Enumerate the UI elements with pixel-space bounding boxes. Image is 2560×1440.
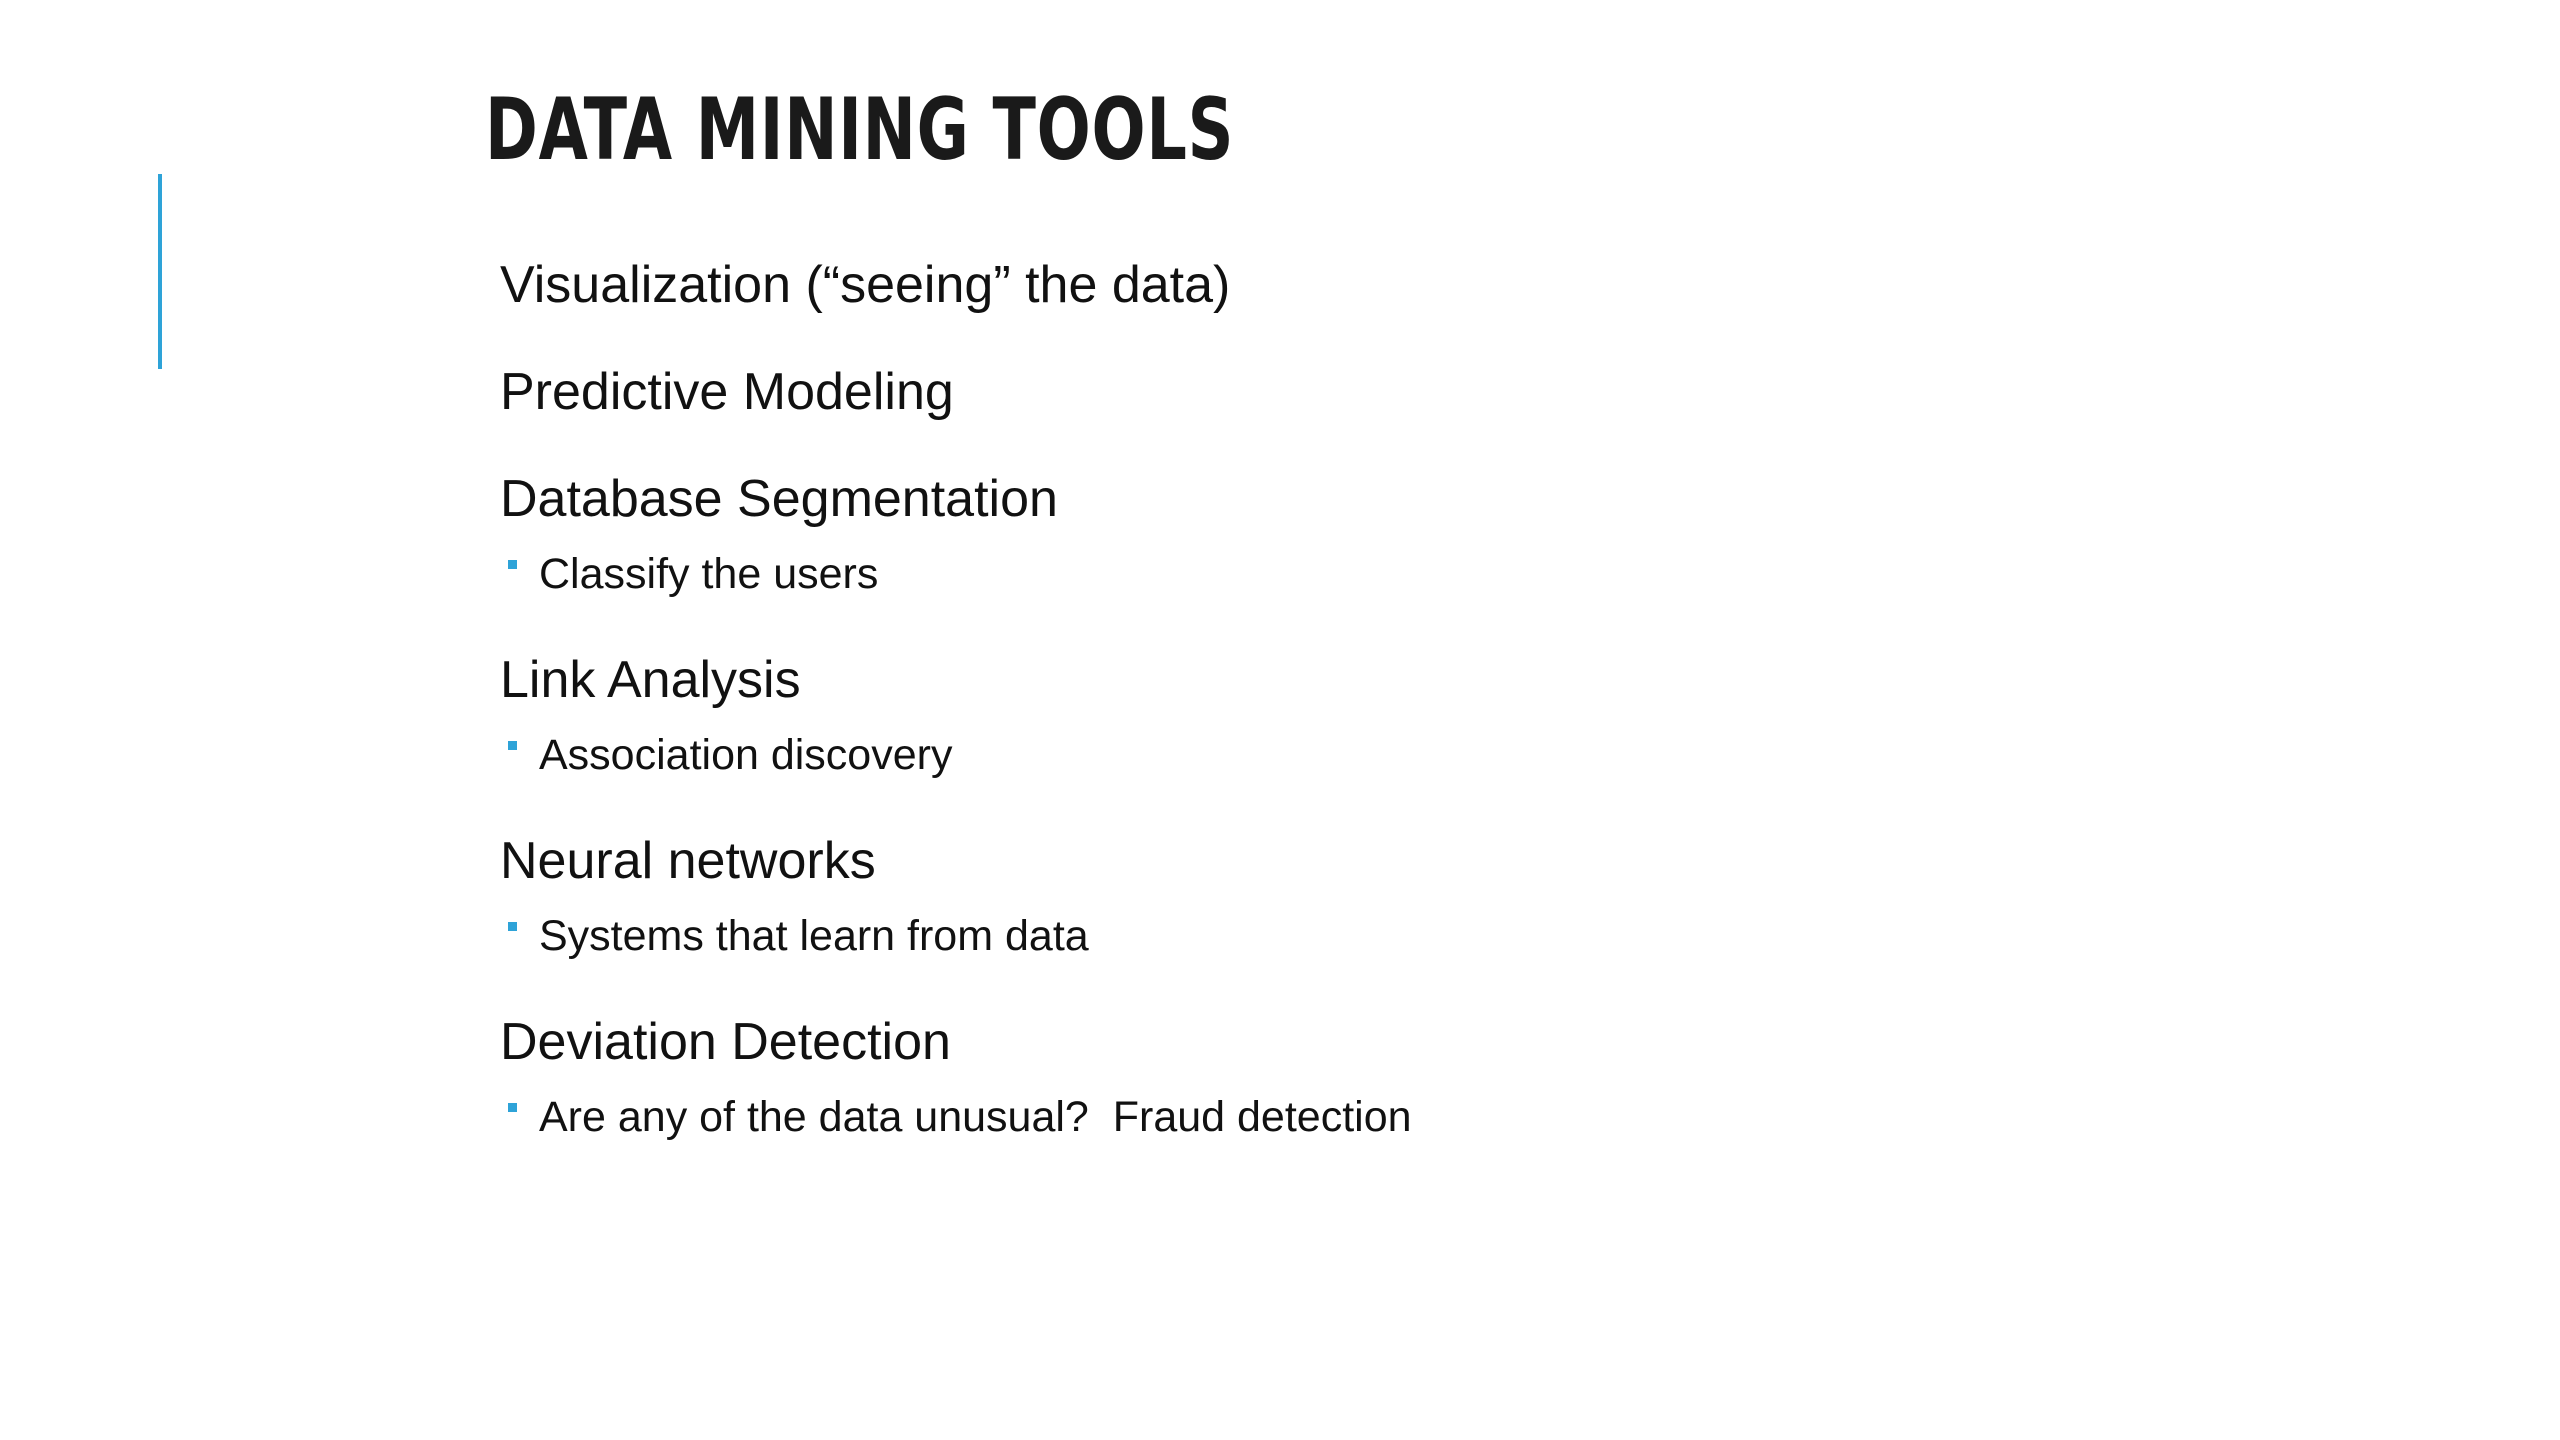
list-item-deviation-detection: Deviation Detection <box>500 1013 951 1071</box>
sub-item-association-discovery <box>508 725 952 785</box>
sub-item-systems-learn <box>508 906 1089 966</box>
list-item-neural-networks: Neural networks <box>500 832 876 890</box>
list-item-link-analysis: Link Analysis <box>500 651 801 709</box>
square-bullet-icon <box>508 560 517 569</box>
list-item-visualization: Visualization (“seeing” the data) <box>500 256 1231 314</box>
list-item-database-segmentation: Database Segmentation <box>500 470 1058 528</box>
slide-title: DATA MINING TOOLS <box>485 80 1235 180</box>
list-item-predictive-modeling: Predictive Modeling <box>500 363 954 421</box>
sub-item-text: Are any of the data unusual? Fraud detection <box>539 1093 1412 1141</box>
accent-bar <box>158 174 162 369</box>
sub-item-text: Association discovery <box>539 731 953 779</box>
sub-item-text: Systems that learn from data <box>539 912 1089 960</box>
sub-item-data-unusual <box>508 1087 1412 1147</box>
sub-item-text: Classify the users <box>539 550 879 598</box>
square-bullet-icon <box>508 922 517 931</box>
sub-item-classify-users <box>508 544 878 604</box>
square-bullet-icon <box>508 741 517 750</box>
square-bullet-icon <box>508 1103 517 1112</box>
